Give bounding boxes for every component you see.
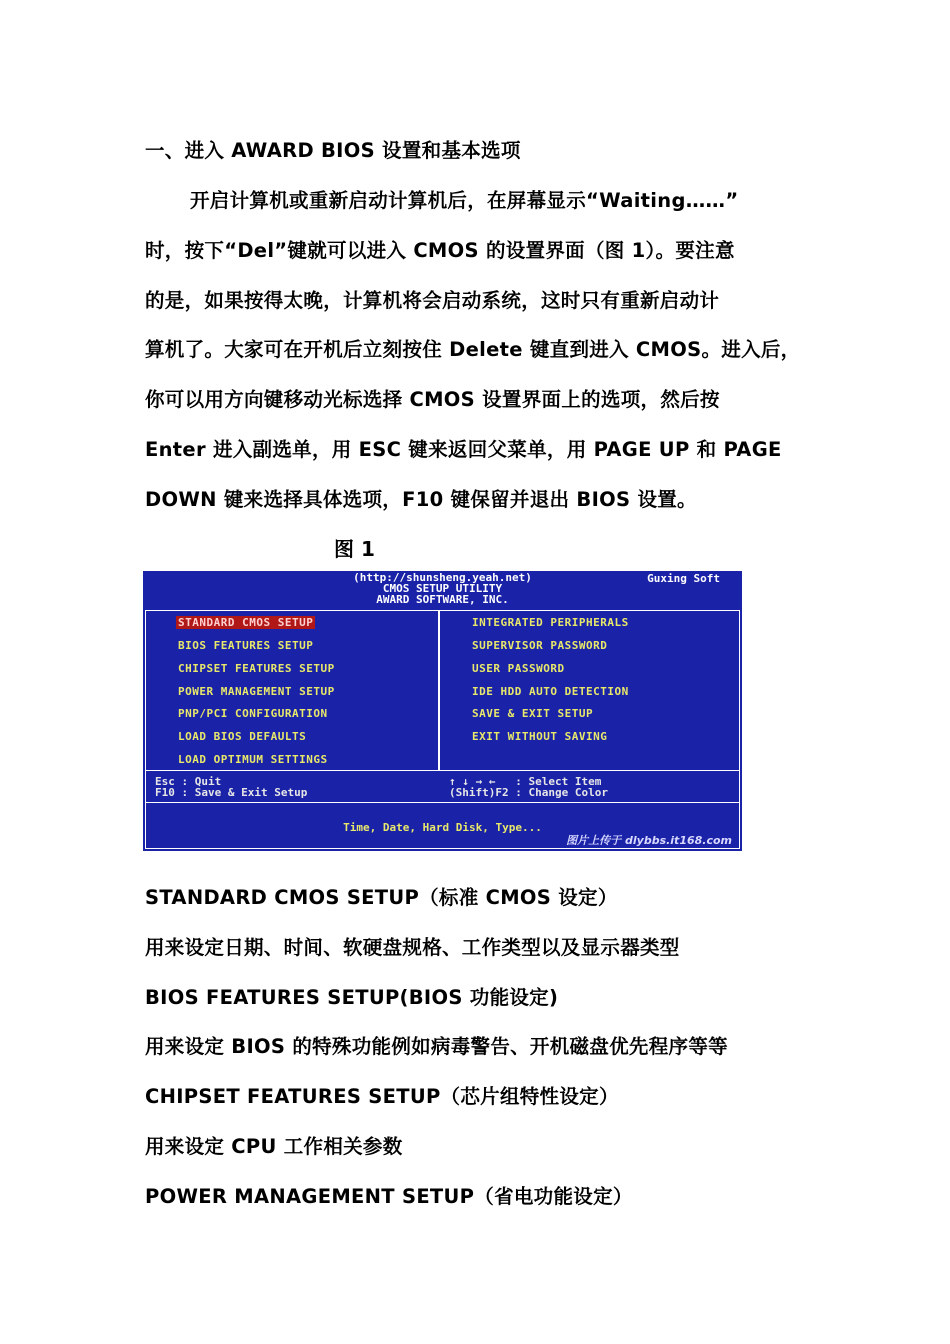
- paragraph-line: DOWN 键来选择具体选项，F10 键保留并退出 BIOS 设置。: [145, 488, 697, 511]
- bios-menu-standard-cmos[interactable]: STANDARD CMOS SETUP: [178, 616, 314, 629]
- paragraph-line: 开启计算机或重新启动计算机后，在屏幕显示“Waiting……”: [190, 189, 739, 212]
- bios-help-save-exit: F10 : Save & Exit Setup: [155, 786, 308, 799]
- bios-help-select-item: ↑ ↓ → ← : Select Item: [449, 775, 602, 788]
- bios-menu-ide-hdd-detection[interactable]: IDE HDD AUTO DETECTION: [472, 685, 629, 698]
- bios-header-title: CMOS SETUP UTILITY: [382, 582, 503, 595]
- item-line: 用来设定日期、时间、软硬盘规格、工作类型以及显示器类型: [145, 936, 680, 959]
- paragraph-line: 你可以用方向键移动光标选择 CMOS 设置界面上的选项，然后按: [145, 388, 720, 411]
- bios-footer-hint: Time, Date, Hard Disk, Type...: [343, 821, 542, 834]
- item-line: POWER MANAGEMENT SETUP（省电功能设定）: [145, 1185, 633, 1208]
- paragraph-line: 算机了。大家可在开机后立刻按住 Delete 键直到进入 CMOS。进入后，: [145, 338, 801, 361]
- bios-menu-user-password[interactable]: USER PASSWORD: [472, 662, 565, 675]
- bios-help-quit: Esc : Quit: [155, 775, 222, 788]
- figure-caption: 图 1: [334, 537, 375, 561]
- bios-header-url: (http://shunsheng.yeah.net): [353, 571, 532, 584]
- bios-menu-exit-without-saving[interactable]: EXIT WITHOUT SAVING: [472, 730, 608, 743]
- watermark: 图片上传于 dlybbs.it168.com: [566, 834, 732, 847]
- bios-menu-load-bios-defaults[interactable]: LOAD BIOS DEFAULTS: [178, 730, 307, 743]
- bios-brand: Guxing Soft: [647, 572, 720, 585]
- bios-menu-bios-features[interactable]: BIOS FEATURES SETUP: [178, 639, 314, 652]
- paragraph-line: Enter 进入副选单，用 ESC 键来返回父菜单，用 PAGE UP 和 PAGE: [145, 438, 782, 461]
- paragraph-line: 时，按下“Del”键就可以进入 CMOS 的设置界面（图 1）。要注意: [145, 239, 735, 262]
- paragraph-line: 的是，如果按得太晚，计算机将会启动系统，这时只有重新启动计: [145, 289, 720, 312]
- bios-help-change-color: (Shift)F2 : Change Color: [449, 786, 608, 799]
- item-line: CHIPSET FEATURES SETUP（芯片组特性设定）: [145, 1085, 619, 1108]
- item-line: BIOS FEATURES SETUP(BIOS 功能设定): [145, 986, 559, 1009]
- section-heading: 一、进入 AWARD BIOS 设置和基本选项: [145, 139, 521, 162]
- bios-menu-integrated-peripherals[interactable]: INTEGRATED PERIPHERALS: [472, 616, 629, 629]
- bios-menu-save-exit[interactable]: SAVE & EXIT SETUP: [472, 707, 594, 720]
- bios-menu-chipset-features[interactable]: CHIPSET FEATURES SETUP: [178, 662, 335, 675]
- bios-menu-supervisor-password[interactable]: SUPERVISOR PASSWORD: [472, 639, 608, 652]
- bios-menu-power-management[interactable]: POWER MANAGEMENT SETUP: [178, 685, 335, 698]
- bios-menu-divider: [438, 611, 440, 770]
- bios-menu-load-optimum[interactable]: LOAD OPTIMUM SETTINGS: [178, 753, 328, 766]
- item-line: 用来设定 CPU 工作相关参数: [145, 1135, 403, 1158]
- bios-menu-pnp-pci[interactable]: PNP/PCI CONFIGURATION: [178, 707, 328, 720]
- bios-header-vendor: AWARD SOFTWARE, INC.: [376, 593, 509, 606]
- item-line: STANDARD CMOS SETUP（标准 CMOS 设定）: [145, 886, 618, 909]
- item-line: 用来设定 BIOS 的特殊功能例如病毒警告、开机磁盘优先程序等等: [145, 1035, 728, 1058]
- bios-screenshot: [143, 571, 742, 851]
